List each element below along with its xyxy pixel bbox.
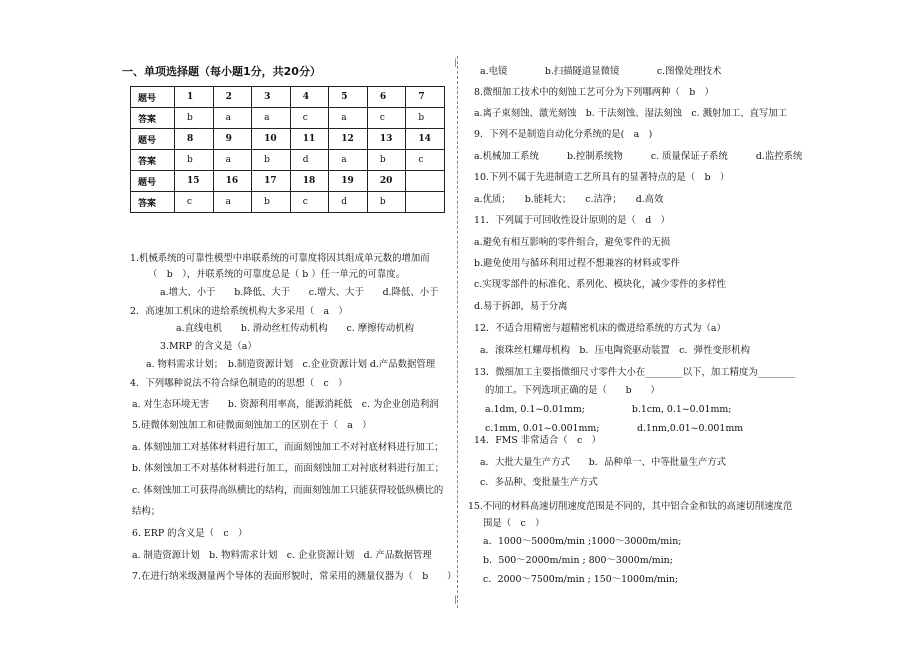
- question-line: d.易于拆卸，易于分离: [474, 301, 568, 312]
- table-cell: [406, 192, 445, 213]
- question-line: 2．高速加工机床的进给系统机构大多采用（ a ）: [130, 306, 348, 317]
- table-cell: a: [213, 108, 252, 129]
- question-line: a．滚珠丝杠螺母机构 b．压电陶瓷驱动装置 c．弹性变形机构: [480, 345, 750, 356]
- question-line: a.直线电机 b. 滑动丝杠传动机构 c. 摩擦传动机构: [176, 323, 414, 334]
- table-cell: 9: [213, 129, 252, 150]
- table-cell: 1: [175, 87, 214, 108]
- table-cell: c: [290, 108, 329, 129]
- question-line: a．大批大量生产方式 b．品种单一、中等批量生产方式: [480, 457, 726, 468]
- section-title: 一、单项选择题（每小题1分，共20分）: [122, 65, 321, 78]
- table-cell: a: [213, 192, 252, 213]
- table-cell: 12: [329, 129, 368, 150]
- table-cell: 10: [252, 129, 291, 150]
- question-line: b．500～2000m/min ; 800～3000m/min;: [483, 555, 673, 566]
- row-label: 题号: [131, 87, 175, 108]
- question-line: c. 体刻蚀加工可获得高纵横比的结构，而面刻蚀加工只能获得较低纵横比的: [132, 485, 444, 496]
- table-cell: c: [406, 150, 445, 171]
- table-row: [131, 150, 445, 171]
- question-line: a.离子束刻蚀、激光刻蚀 b. 干法刻蚀、湿法刻蚀 c. 溅射加工、直写加工: [474, 108, 787, 119]
- question-line: 7.在进行纳米级测量两个导体的表面形貌时，常采用的测量仪器为（ b ）: [132, 571, 457, 582]
- column-divider: [457, 56, 458, 608]
- table-cell: b: [175, 108, 214, 129]
- table-cell: b: [406, 108, 445, 129]
- question-line: （ b ），并联系统的可靠度总是（ b ）任一单元的可靠度。: [148, 269, 406, 280]
- question-line: 4．下列哪种说法不符合绿色制造的的思想（ c ）: [130, 378, 348, 389]
- table-cell: b: [175, 150, 214, 171]
- row-label: 题号: [131, 171, 175, 192]
- table-cell: 17: [252, 171, 291, 192]
- table-cell: 11: [290, 129, 329, 150]
- question-line: 12．不适合用精密与超精密机床的微进给系统的方式为（a）: [474, 323, 726, 334]
- question-line: 13．微细加工主要指微细尺寸零件大小在________以下，加工精度为________: [474, 367, 796, 378]
- table-cell: c: [175, 192, 214, 213]
- question-line: a.避免有相互影响的零件组合，避免零件的无损: [474, 237, 671, 248]
- question-line: 11．下列属于可回收性设计原则的是（ d ）: [474, 215, 671, 226]
- table-row: [131, 192, 445, 213]
- table-cell: 19: [329, 171, 368, 192]
- table-cell: d: [329, 192, 368, 213]
- table-cell: 14: [406, 129, 445, 150]
- table-cell: b: [252, 192, 291, 213]
- question-line: a. 对生态环境无害 b. 资源利用率高，能源消耗低 c. 为企业创造利润: [132, 399, 439, 410]
- question-line: 5.硅微体刻蚀加工和硅微面刻蚀加工的区别在于（ a ）: [132, 420, 372, 431]
- table-cell: 15: [175, 171, 214, 192]
- question-line: a. 物料需求计划； b.制造资源计划 c.企业资源计划 d.产品数据管理: [146, 359, 436, 370]
- binding-mark: |: [454, 595, 457, 604]
- question-line: a.增大、小于 b.降低、大于 c.增大、大于 d.降低、小于: [160, 287, 439, 298]
- table-cell: b: [252, 150, 291, 171]
- table-cell: c: [367, 108, 406, 129]
- table-cell: 18: [290, 171, 329, 192]
- table-cell: 6: [367, 87, 406, 108]
- table-cell: d: [290, 150, 329, 171]
- table-cell: a: [252, 108, 291, 129]
- question-line: a.1dm, 0.1~0.01mm; b.1cm, 0.1~0.01mm;: [485, 404, 732, 415]
- table-cell: 20: [367, 171, 406, 192]
- question-line: a. 体刻蚀加工对基体材料进行加工，而面刻蚀加工不对衬底材料进行加工；: [132, 442, 444, 453]
- table-cell: 4: [290, 87, 329, 108]
- table-cell: c: [290, 192, 329, 213]
- question-line: a. 制造资源计划 b. 物料需求计划 c. 企业资源计划 d. 产品数据管理: [132, 550, 432, 561]
- table-row: [131, 129, 445, 150]
- table-row: [131, 108, 445, 129]
- question-line: 10.下列不属于先进制造工艺所具有的显著特点的是（ b ）: [474, 172, 730, 183]
- question-line: 结构；: [132, 506, 161, 517]
- table-cell: a: [213, 150, 252, 171]
- question-line: 的加工。下列选项正确的是（ b ）: [485, 385, 660, 396]
- question-line: 1.机械系统的可靠性模型中串联系统的可靠度将因其组成单元数的增加而: [130, 253, 430, 264]
- question-line: 15.不同的材料高速切削速度范围是不同的，其中铝合金和钛的高速切削速度范: [468, 501, 793, 512]
- question-line: b. 体刻蚀加工不对基体材料进行加工，而面刻蚀加工对衬底材料进行加工；: [132, 463, 444, 474]
- row-label: 答案: [131, 108, 175, 129]
- answer-table: [130, 86, 445, 213]
- binding-mark: |: [454, 58, 457, 67]
- table-row: [131, 87, 445, 108]
- table-cell: 2: [213, 87, 252, 108]
- question-line: c．多品种、变批量生产方式: [480, 477, 598, 488]
- question-line: b.避免使用与循环利用过程不想兼容的材料或零件: [474, 258, 680, 269]
- table-cell: 8: [175, 129, 214, 150]
- table-cell: b: [367, 150, 406, 171]
- table-cell: 3: [252, 87, 291, 108]
- question-line: 14．FMS 非常适合（ c ）: [474, 435, 602, 446]
- question-line: 围是（ c ）: [483, 518, 545, 529]
- question-line: c．2000～7500m/min ; 150～1000m/min;: [483, 574, 679, 585]
- question-line: c.实现零部件的标准化、系列化、模块化，减少零件的多样性: [474, 279, 726, 290]
- row-label: 题号: [131, 129, 175, 150]
- question-line: 3.MRP 的含义是（a）: [160, 341, 257, 352]
- table-cell: a: [329, 108, 368, 129]
- table-cell: [406, 171, 445, 192]
- table-cell: 5: [329, 87, 368, 108]
- table-cell: 16: [213, 171, 252, 192]
- question-line: 6. ERP 的含义是（ c ）: [132, 528, 248, 539]
- question-line: 8.微细加工技术中的刻蚀工艺可分为下列哪两种（ b ）: [474, 87, 714, 98]
- table-row: [131, 171, 445, 192]
- question-line: c.1mm, 0.01~0.001mm; d.1nm,0.01~0.001mm: [485, 423, 744, 434]
- question-line: a.优质； b.能耗大； c.洁净； d.高效: [474, 194, 664, 205]
- question-line: a.机械加工系统 b.控制系统物 c. 质量保证子系统 d.监控系统: [474, 151, 803, 162]
- question-line: a．1000～5000m/min ;1000～3000m/min;: [483, 536, 682, 547]
- question-line: a.电镜 b.扫描隧道显微镜 c.图像处理技术: [480, 66, 722, 77]
- row-label: 答案: [131, 192, 175, 213]
- table-cell: 7: [406, 87, 445, 108]
- table-cell: b: [367, 192, 406, 213]
- table-cell: a: [329, 150, 368, 171]
- table-cell: 13: [367, 129, 406, 150]
- question-line: 9．下列不是制造自动化分系统的是( a ): [474, 129, 653, 140]
- row-label: 答案: [131, 150, 175, 171]
